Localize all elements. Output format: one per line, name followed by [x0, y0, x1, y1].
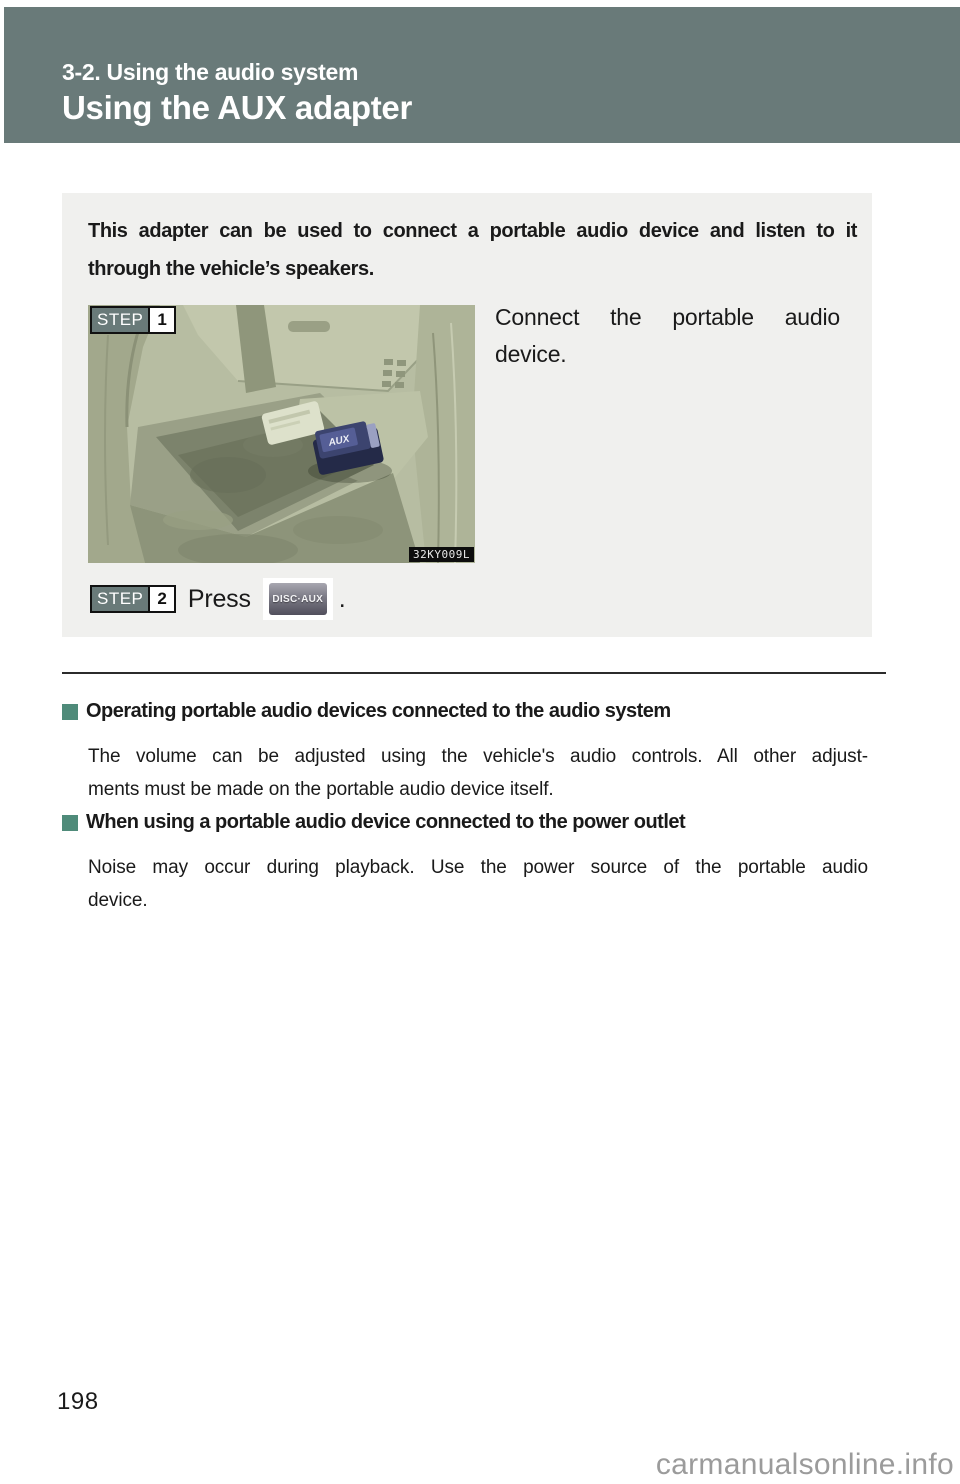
- note-heading-text: When using a portable audio device connected to the power outlet: [86, 811, 686, 833]
- intro-text: This adapter can be used to connect a portable audio device and listen to it through the vehicle’s speakers.: [88, 220, 857, 280]
- step-1-badge-number: 1: [148, 308, 173, 332]
- disc-aux-button-face: DISC·AUX: [269, 583, 327, 615]
- square-bullet-icon: [62, 815, 78, 831]
- step-2-badge-number: 2: [148, 587, 173, 611]
- section-divider: [62, 672, 886, 674]
- watermark-text: carmanualsonline.info: [655, 1448, 954, 1481]
- note-heading-operating: [62, 700, 671, 723]
- step-2-badge-word: STEP: [92, 587, 148, 611]
- note-body-power-outlet: Noise may occur during playback. Use the power source of the portable audio device.: [88, 857, 868, 911]
- console-photo: [88, 305, 475, 563]
- chapter-section-label: 3-2. Using the audio system: [62, 59, 359, 85]
- chapter-header-band: [4, 7, 960, 143]
- aux-adapter-label: AUX: [327, 433, 351, 449]
- note-body-operating: The volume can be adjusted using the vehicle's audio controls. All other adjust- ments must be made on the portable audio device itself.: [88, 746, 868, 800]
- page-title: Using the AUX adapter: [62, 89, 413, 126]
- square-bullet-icon: [62, 704, 78, 720]
- step-1-badge: [90, 306, 176, 334]
- photo-code-label: 32KY009L: [409, 547, 474, 562]
- step-2-badge: [90, 585, 176, 613]
- page-number: 198: [57, 1388, 99, 1415]
- disc-aux-button-image: [263, 578, 333, 620]
- console-illustration: [88, 305, 475, 563]
- sentence-period: .: [338, 584, 346, 613]
- note-heading-power-outlet: [62, 811, 685, 834]
- press-label: Press: [187, 584, 251, 613]
- step-2-row: [90, 578, 346, 620]
- note-heading-text: Operating portable audio devices connected to the audio system: [86, 700, 671, 722]
- step-1-badge-word: STEP: [92, 308, 148, 332]
- step-1-text: Connect the portable audio device.: [495, 304, 840, 367]
